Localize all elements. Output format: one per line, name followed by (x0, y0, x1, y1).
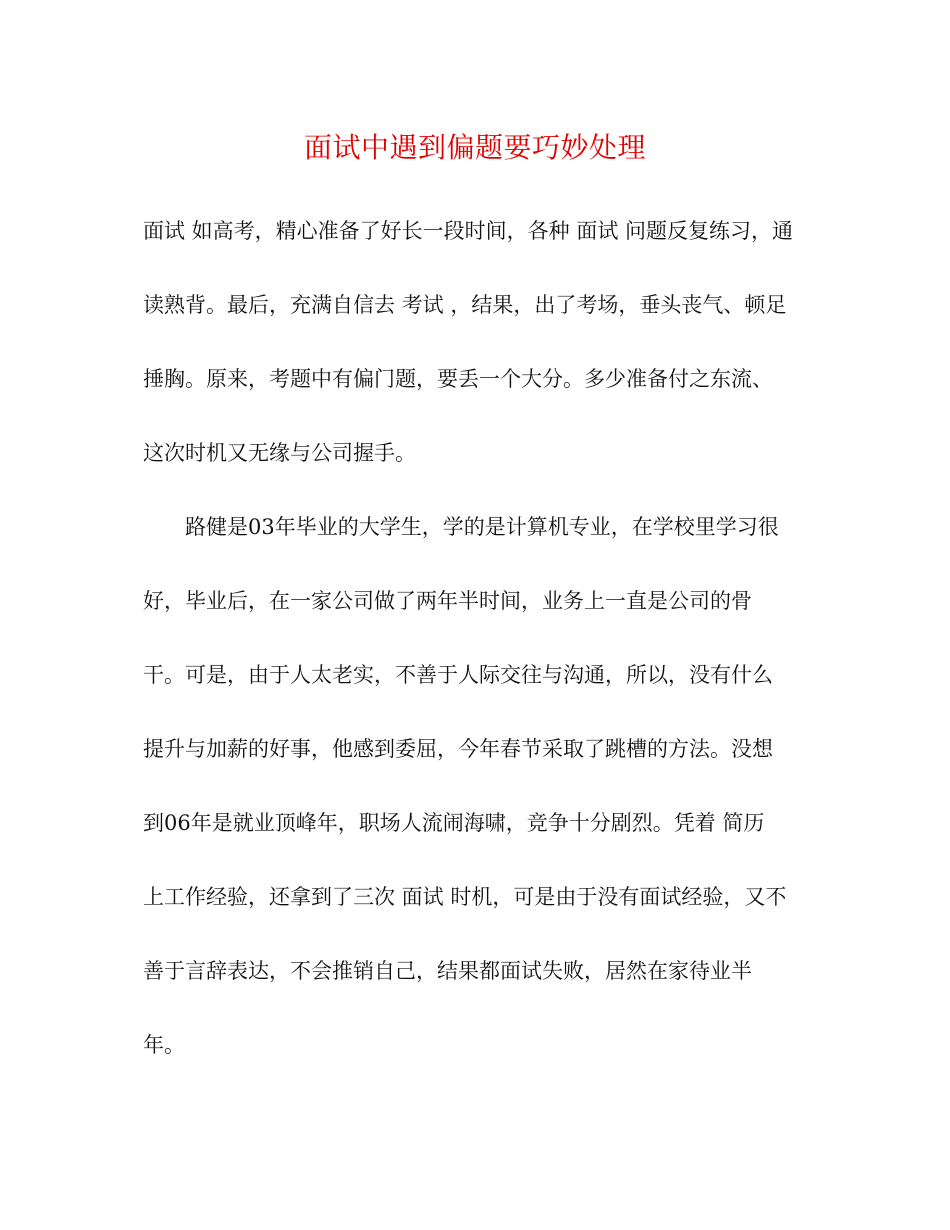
text-line: 干。可是，由于人太老实，不善于人际交往与沟通，所以，没有什么 (143, 663, 773, 687)
text-line: 到06年是就业顶峰年，职场人流闹海啸，竞争十分剧烈。凭着 简历 (143, 811, 765, 835)
document-title: 面试中遇到偏题要巧妙处理 (303, 131, 646, 164)
text-line: 年。 (143, 1033, 185, 1057)
text-line: 这次时机又无缘与公司握手。 (143, 441, 416, 465)
text-line: 面试 如高考，精心准备了好长一段时间，各种 面试 问题反复练习，通 (143, 219, 794, 243)
text-line: 路健是03年毕业的大学生，学的是计算机专业，在学校里学习很 (185, 515, 779, 539)
text-line: 上工作经验，还拿到了三次 面试 时机，可是由于没有面试经验，又不 (143, 885, 787, 909)
text-line: 好，毕业后，在一家公司做了两年半时间，业务上一直是公司的骨 (143, 589, 752, 613)
text-line: 读熟背。最后，充满自信去 考试 ，结果，出了考场，垂头丧气、顿足 (143, 293, 787, 317)
text-line: 提升与加薪的好事，他感到委屈，今年春节采取了跳槽的方法。没想 (143, 737, 773, 761)
text-line: 捶胸。原来，考题中有偏门题，要丢一个大分。多少准备付之东流、 (143, 367, 773, 391)
text-line: 善于言辞表达，不会推销自己，结果都面试失败，居然在家待业半 (143, 959, 752, 983)
